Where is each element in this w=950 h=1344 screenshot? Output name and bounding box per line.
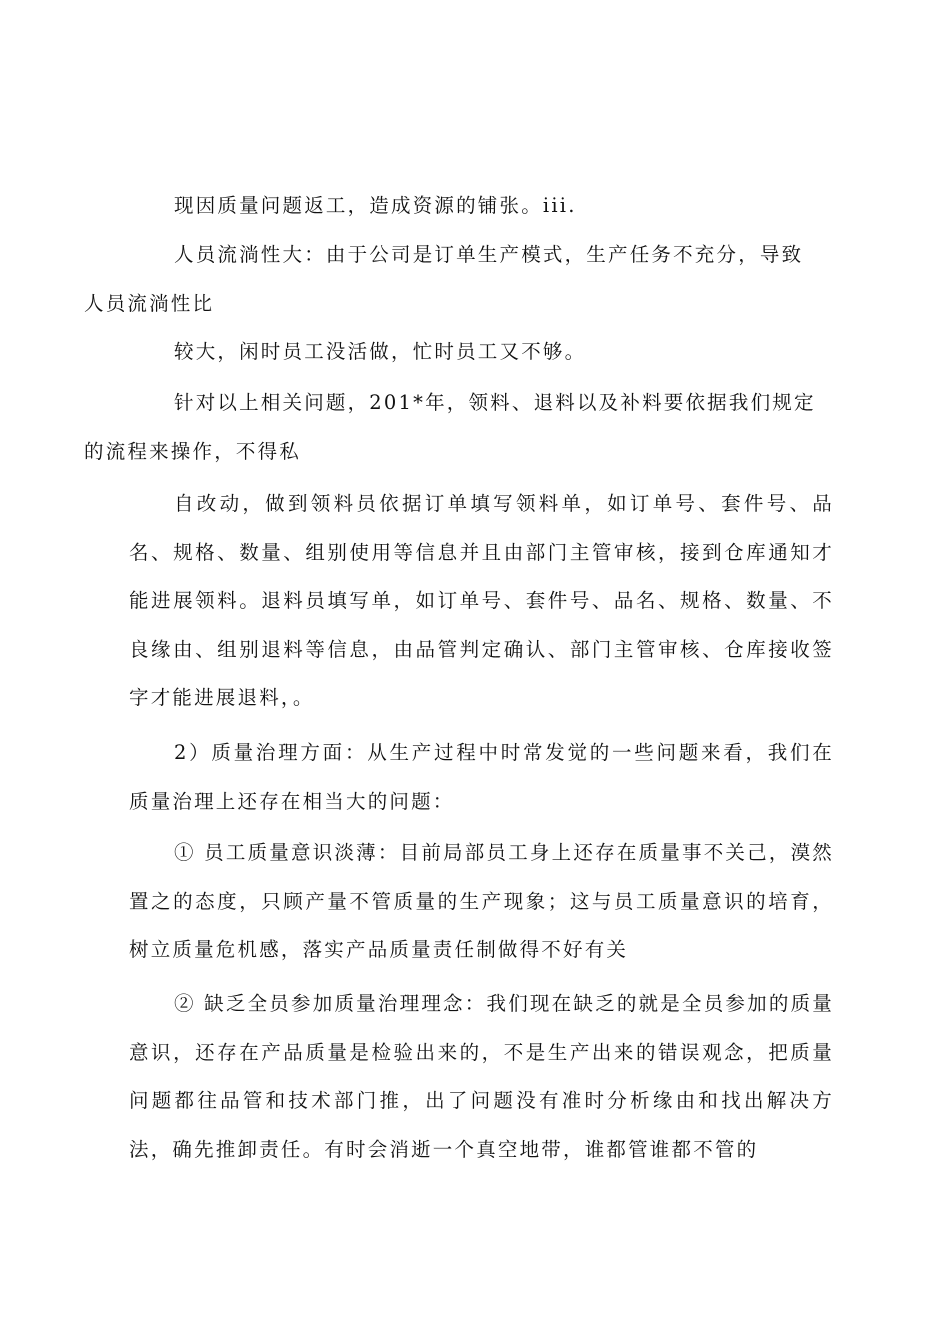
paragraph-line: 的流程来操作，不得私 <box>84 439 302 463</box>
paragraph-turnover <box>84 231 834 328</box>
paragraph-full-participation: ② 缺乏全员参加质量治理理念：我们现在缺乏的就是全员参加的质量意识，还存在产品质量是检验出来的，不是生产出来的错误观念，把质量问题都往品管和技术部门推，出了问题没有准时分析缘由和找出解决方法，确先推卸责任。有时会消逝一个真空地带，谁都管谁都不管的 <box>129 992 834 1161</box>
paragraph-line: 人员流淌性比 <box>84 291 215 315</box>
paragraph-line: 人员流淌性大：由于公司是订单生产模式，生产任务不充分，导致 <box>174 243 804 266</box>
paragraph-countermeasure <box>84 379 834 476</box>
paragraph-staffing: 较大，闲时员工没活做，忙时员工又不够。 <box>174 340 587 363</box>
paragraph-quality-management: 2）质量治理方面：从生产过程中时常发觉的一些问题来看，我们在质量治理上还存在相当大的问题： <box>129 741 834 813</box>
paragraph-line: 针对以上相关问题，201*年，领料、退料以及补料要依据我们规定 <box>174 391 816 414</box>
paragraph-waste: 现因质量问题返工，造成资源的铺张。iii. <box>174 194 577 217</box>
paragraph-procedure: 自改动，做到领料员依据订单填写领料单，如订单号、套件号、品名、规格、数量、组别使用等信息并且由部门主管审核，接到仓库通知才能进展领料。退料员填写单，如订单号、套件号、品名、规格、数量、不良缘由、组别退料等信息，由品管判定确认、部门主管审核、仓库接收签字才能进展退料，。 <box>129 492 834 709</box>
paragraph-quality-awareness: ① 员工质量意识淡薄：目前局部员工身上还存在质量事不关己，漠然置之的态度，只顾产量不管质量的生产现象；这与员工质量意识的培育，树立质量危机感，落实产品质量责任制做得不好有关 <box>129 841 834 961</box>
